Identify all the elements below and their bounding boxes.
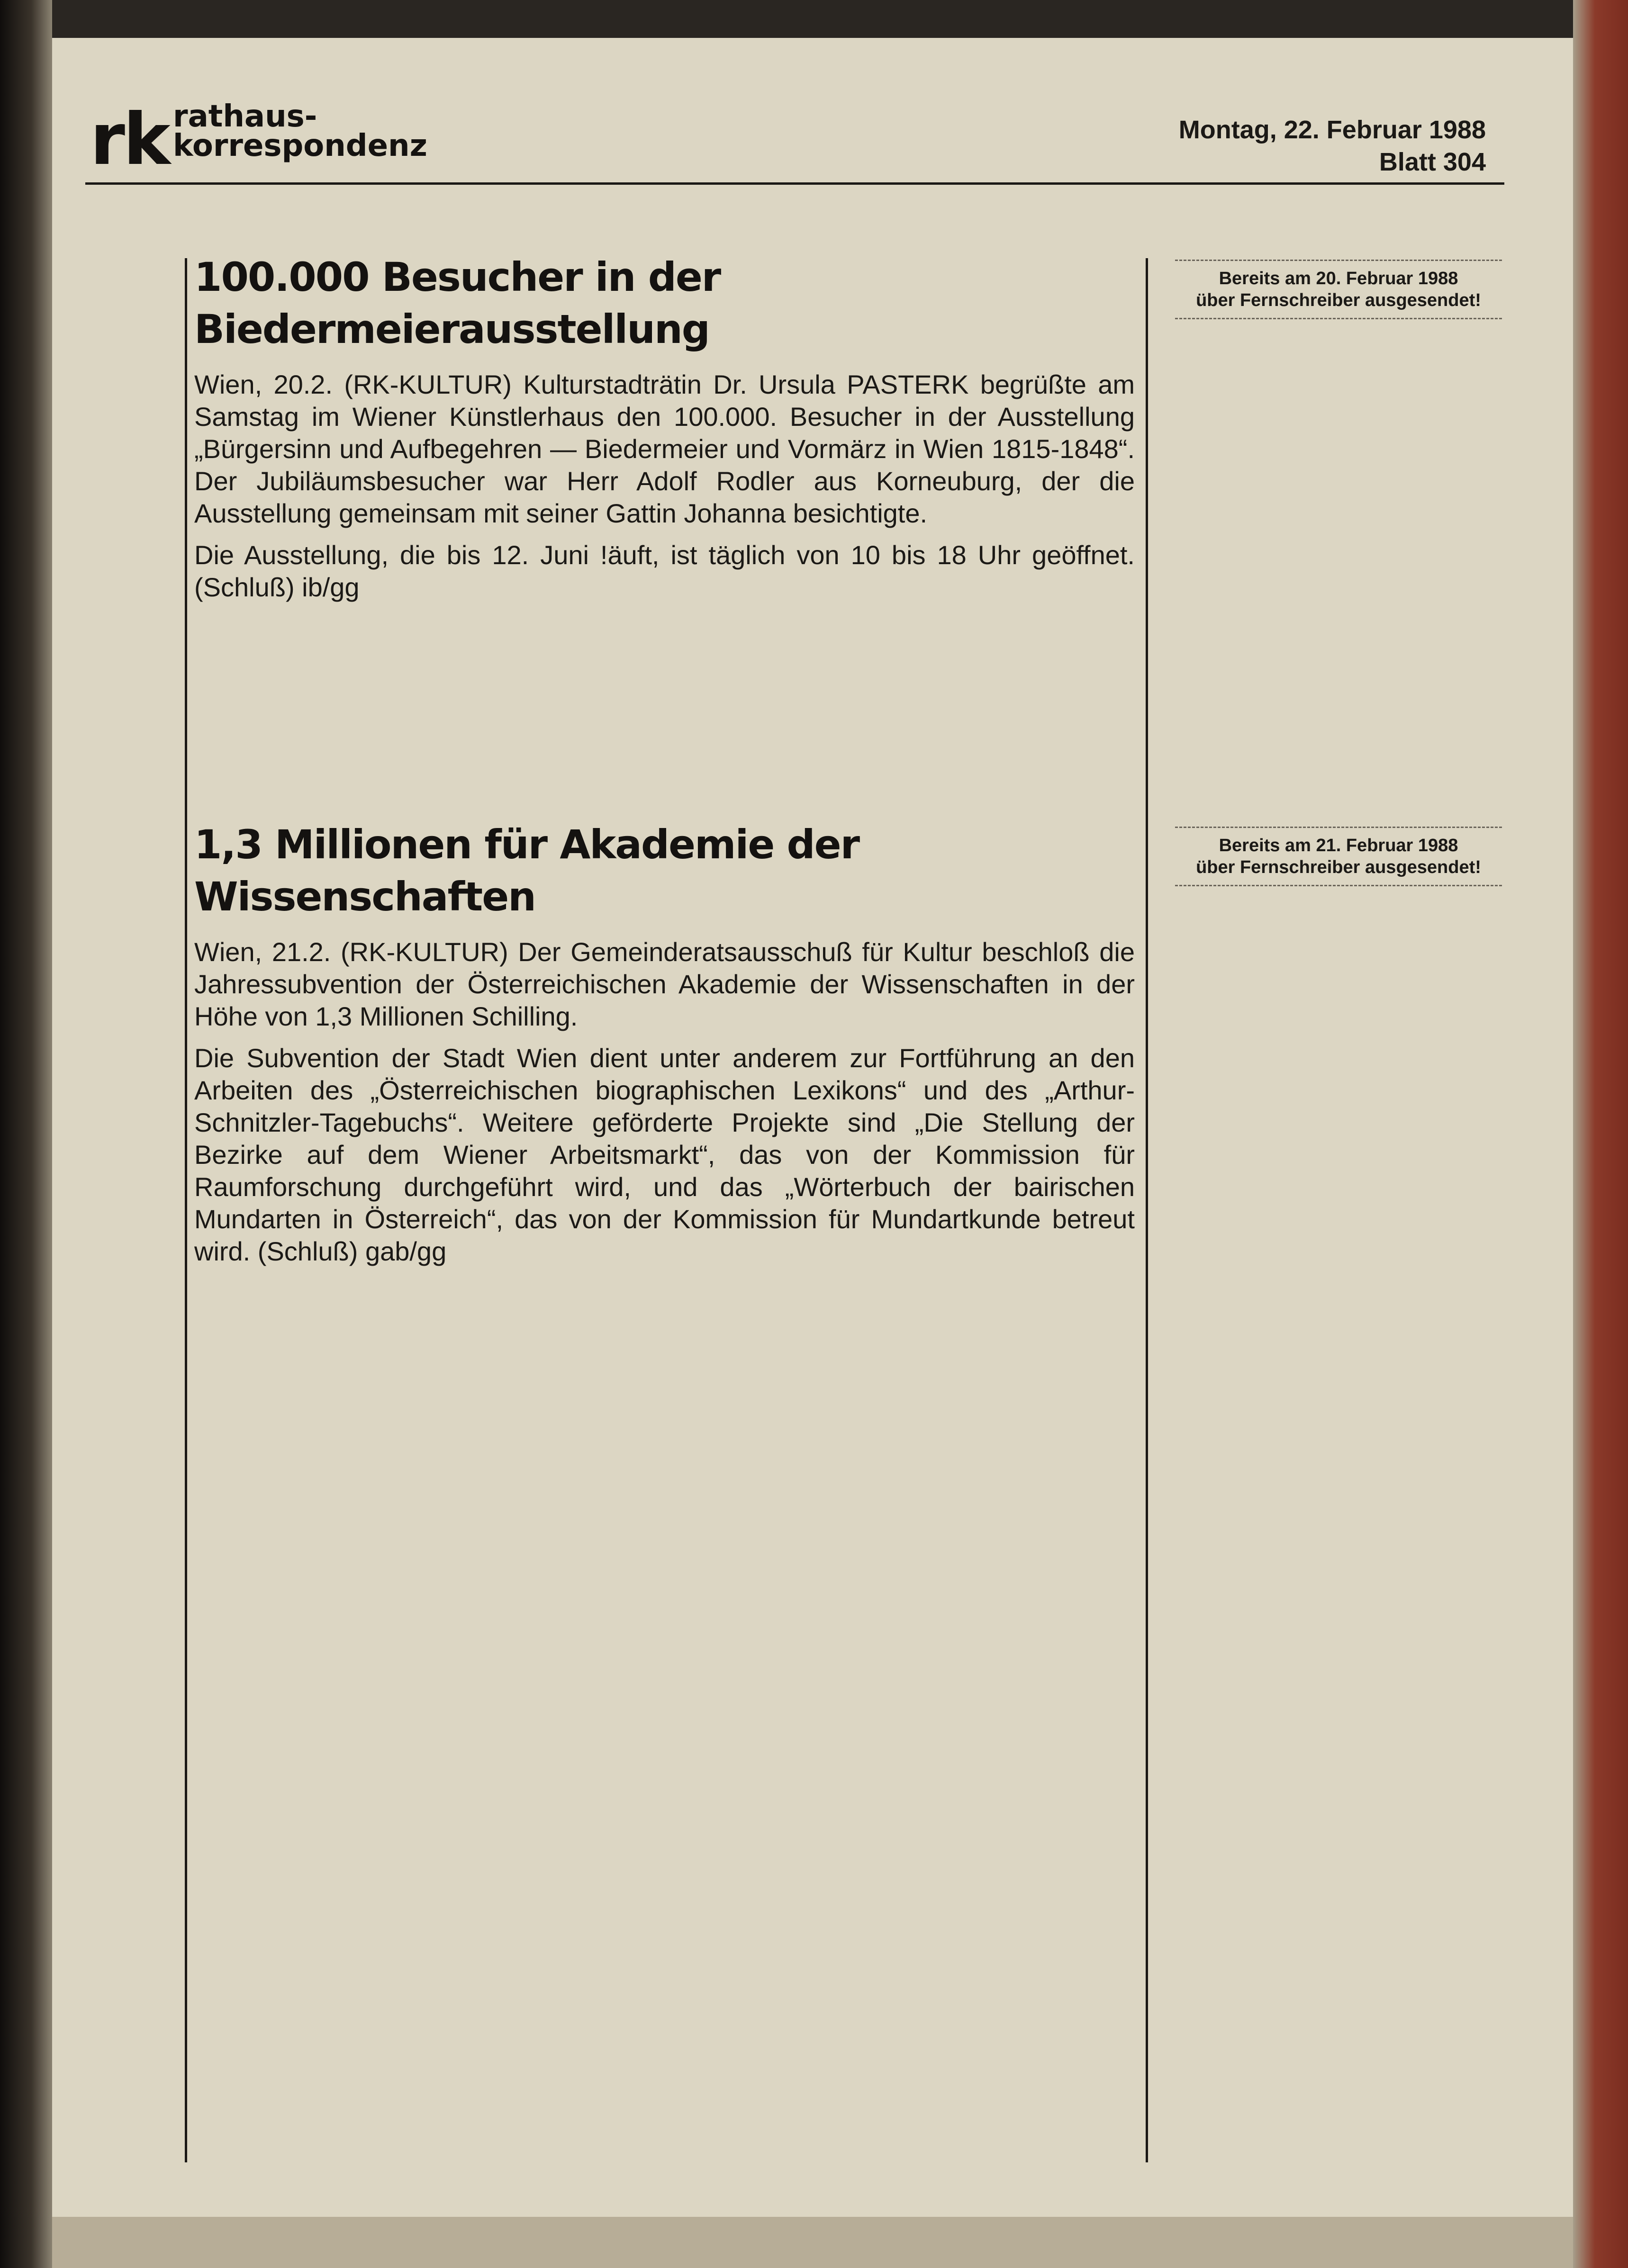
binder-edge xyxy=(1573,0,1628,2268)
issue-info xyxy=(1179,114,1486,178)
article-paragraph: Wien, 20.2. (RK-KULTUR) Kulturstadträtin Dr. Ursula PASTERK begrüßte am Samstag im Wiener Künstlerhaus den 100.000. Besucher in der Ausstellung „Bürgersinn und Aufbegehren — Biedermeier und Vormärz in Wien 1815-1848“. Der Jubiläumsbesucher war Herr Adolf Rodler aus Korneuburg, der die Ausstellung gemeinsam mit seiner Gattin Johanna besichtigte. xyxy=(194,369,1135,528)
binding-shadow xyxy=(0,0,52,2268)
transmission-note xyxy=(1175,827,1502,886)
sheet-number: Blatt 304 xyxy=(1379,148,1486,176)
article-paragraph: Die Subvention der Stadt Wien dient unter anderem zur Fortführung an den Arbeiten des „Österreichischen biographischen Lexikons“ und des „Arthur-Schnitzler-Tagebuchs“. Weitere geförderte Projekte sind „Die Stellung der Bezirke auf dem Wiener Arbeitsmarkt“, das von der Kommission für Raumforschung durchgeführt wird, und das „Wörterbuch der bairischen Mundarten in Österreich“, das von der Kommission für Mundartkunde betreut wird. (Schluß) gab/gg xyxy=(194,1043,1135,1266)
page-bottom-edge xyxy=(52,2217,1573,2268)
column-rule-left xyxy=(185,258,187,2162)
article-akademie xyxy=(194,819,1135,1277)
publication-name-line-1: rathaus- xyxy=(173,99,317,134)
transmission-note-text: über Fernschreiber ausgesendet! xyxy=(1196,857,1481,877)
transmission-note xyxy=(1175,260,1502,319)
header-divider xyxy=(85,182,1504,185)
article-paragraph: Die Ausstellung, die bis 12. Juni !äuft, ist täglich von 10 bis 18 Uhr geöffnet. (Schluß) ib/gg xyxy=(194,540,1135,602)
article-paragraph: Wien, 21.2. (RK-KULTUR) Der Gemeinderatsausschuß für Kultur beschloß die Jahressubvention der Österreichischen Akademie der Wissenschaften in der Höhe von 1,3 Millionen Schilling. xyxy=(194,937,1135,1031)
publication-name-line-2: korrespondenz xyxy=(173,128,427,163)
rk-logo-mark: rk xyxy=(90,99,169,181)
column-rule-right xyxy=(1146,258,1148,2162)
article-headline: 100.000 Besucher in der Biedermeierausstellung xyxy=(194,254,721,352)
issue-date: Montag, 22. Februar 1988 xyxy=(1178,116,1486,144)
article-headline: 1,3 Millionen für Akademie der Wissenschaften xyxy=(194,821,859,920)
article-biedermeier xyxy=(194,251,1135,613)
transmission-note-text: über Fernschreiber ausgesendet! xyxy=(1196,290,1481,310)
publication-name xyxy=(173,99,427,163)
transmission-note-date: Bereits am 20. Februar 1988 xyxy=(1219,269,1458,288)
transmission-note-date: Bereits am 21. Februar 1988 xyxy=(1219,836,1458,855)
